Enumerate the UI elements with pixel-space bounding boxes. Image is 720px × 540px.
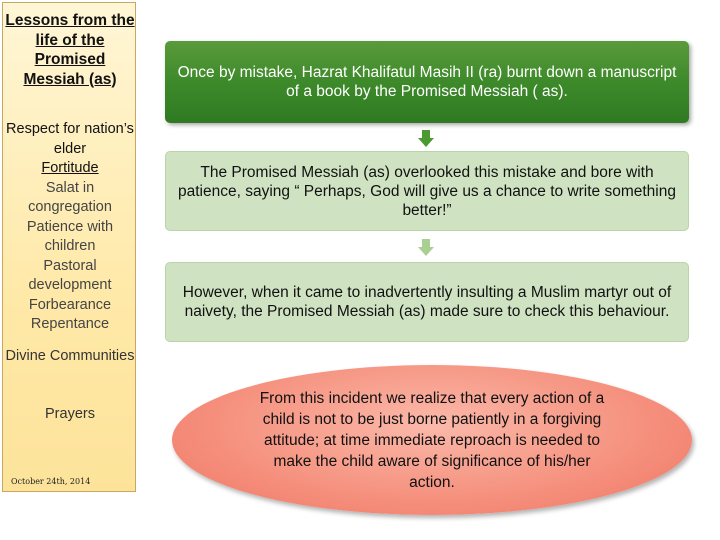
lessons-sidebar [2, 2, 136, 492]
lesson-item-respect: Respect for nation’s elder [6, 121, 134, 157]
flow-step-2-text: The Promised Messiah (as) overlooked this mistake and bore with patience, saying “ Perhaps, God will give us a chance to write something better!” [178, 163, 676, 219]
flow-step-3 [165, 262, 689, 342]
flow-step-1 [165, 41, 689, 123]
flow-step-2 [165, 151, 689, 231]
flow-step-1-text: Once by mistake, Hazrat Khalifatul Masih II (ra) burnt down a manuscript of a book by the Promised Messiah ( as). [177, 64, 677, 100]
sidebar-title: Lessons from the life of the Promised Messiah (as) [5, 12, 135, 88]
down-arrow-icon [418, 130, 434, 147]
lessons-list [3, 120, 137, 335]
lesson-item-prayers: Prayers [45, 406, 95, 422]
lesson-item-patience: Patience with children [26, 218, 114, 254]
lesson-item-divine: Divine Communities [5, 348, 135, 364]
lesson-item-repentance: Repentance [30, 316, 110, 332]
date-label: October 24th, 2014 [11, 477, 91, 486]
conclusion-ellipse [172, 365, 692, 515]
conclusion-text: From this incident we realize that every action of a child is not to be just borne patiently in a forgiving attitude; at time immediate reproach is needed to make the child aware of significance of his/her action. [259, 389, 605, 491]
lesson-item-forbearance: Forbearance [28, 296, 112, 313]
lesson-item-fortitude: Fortitude [41, 160, 99, 176]
lesson-item-pastoral: Pastoral development [28, 257, 112, 293]
down-arrow-icon [418, 239, 434, 256]
lesson-item-salat: Salat in congregation [28, 179, 112, 215]
flow-step-3-text: However, when it came to inadvertently insulting a Muslim martyr out of naivety, the Promised Messiah (as) made sure to check this behaviour. [182, 284, 672, 320]
